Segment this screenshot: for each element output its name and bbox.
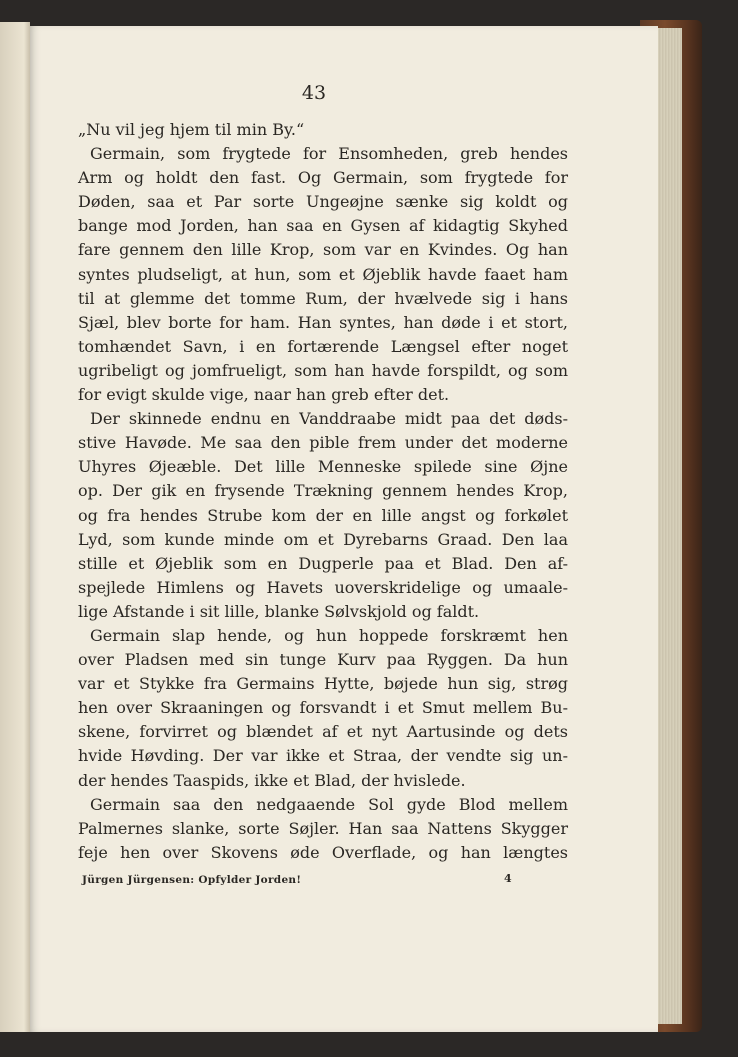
text-line: spejlede Himlens og Havets uoverskridelige og umaale-	[78, 577, 568, 597]
text-line: der hendes Taaspids, ikke et Blad, der hvislede.	[78, 770, 466, 790]
text-line: og fra hendes Strube kom der en lille angst og forkølet	[78, 505, 568, 525]
text-line: Germain, som frygtede for Ensomheden, greb hendes	[90, 144, 568, 164]
text-line: stive Havøde. Me saa den pible frem under det moderne	[78, 433, 568, 453]
text-line: skene, forvirret og blændet af et nyt Aartusinde og dets	[78, 722, 568, 742]
text-line: lige Afstande i sit lille, blanke Sølvskjold og faldt.	[78, 601, 480, 621]
text-line: var et Stykke fra Germains Hytte, bøjede hun sig, strøg	[78, 674, 568, 694]
text-line: Døden, saa et Par sorte Ungeøjne sænke sig koldt og	[78, 192, 568, 212]
text-line: Der skinnede endnu en Vanddraabe midt paa det døds-	[90, 409, 568, 429]
footer-signature-mark: 4	[504, 872, 512, 885]
text-line: Germain saa den nedgaaende Sol gyde Blod mellem	[90, 794, 568, 814]
body-text	[78, 118, 568, 865]
text-line: feje hen over Skovens øde Overflade, og han længtes	[78, 842, 568, 862]
text-line: op. Der gik en frysende Trækning gennem hendes Krop,	[78, 481, 568, 501]
text-line: „Nu vil jeg hjem til min By.“	[78, 120, 305, 139]
text-line: syntes pludseligt, at hun, som et Øjeblik havde faaet ham	[78, 264, 568, 284]
text-line: bange mod Jorden, han saa en Gysen af kidagtig Skyhed	[78, 216, 568, 236]
text-line: fare gennem den lille Krop, som var en Kvindes. Og han	[78, 240, 568, 260]
text-line: hvide Høvding. Der var ikke et Straa, der vendte sig un-	[78, 746, 568, 766]
text-line: tomhændet Savn, i en fortærende Længsel efter noget	[78, 336, 568, 356]
text-line: for evigt skulde vige, naar han greb efter det.	[78, 385, 450, 405]
left-page-edge	[0, 22, 30, 1032]
text-line: ugribeligt og jomfrueligt, som han havde forspildt, og som	[78, 360, 568, 380]
text-line: Arm og holdt den fast. Og Germain, som frygtede for	[78, 168, 568, 188]
text-line: Uhyres Øjeæble. Det lille Menneske spilede sine Øjne	[78, 457, 568, 477]
text-line: Germain slap hende, og hun hoppede forskræmt hen	[90, 625, 568, 645]
book-page	[30, 26, 658, 1032]
text-line: til at glemme det tomme Rum, der hvælvede sig i hans	[78, 288, 568, 308]
page-number: 43	[301, 82, 327, 104]
text-line: stille et Øjeblik som en Dugperle paa et Blad. Den af-	[78, 553, 568, 573]
footer-author-title: Jürgen Jürgensen: Opfylder Jorden!	[82, 874, 302, 886]
text-line: Lyd, som kunde minde om et Dyrebarns Graad. Den laa	[78, 529, 568, 549]
text-line: over Pladsen med sin tunge Kurv paa Ryggen. Da hun	[78, 650, 568, 670]
text-line: hen over Skraaningen og forsvandt i et Smut mellem Bu-	[78, 698, 568, 718]
text-line: Sjæl, blev borte for ham. Han syntes, han døde i et stort,	[78, 312, 568, 332]
text-line: Palmernes slanke, sorte Søjler. Han saa Nattens Skygger	[78, 818, 568, 838]
